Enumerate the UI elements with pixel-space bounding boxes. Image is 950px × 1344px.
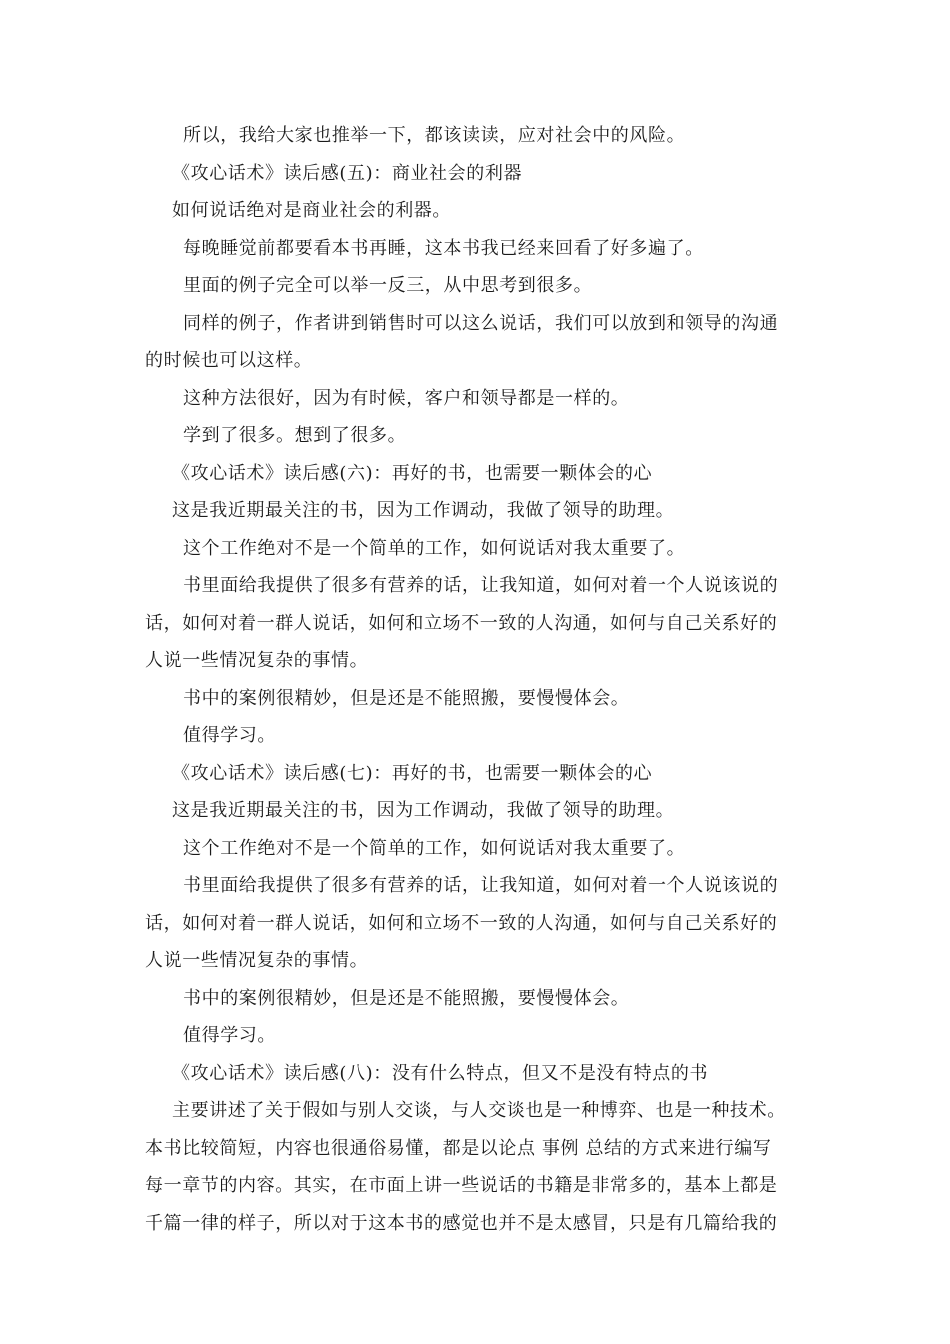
paragraph-line: 这个工作绝对不是一个简单的工作，如何说话对我太重要了。 bbox=[183, 837, 686, 859]
paragraph-line: 这种方法很好，因为有时候，客户和领导都是一样的。 bbox=[183, 387, 630, 409]
paragraph-line: 千篇一律的样子，所以对于这本书的感觉也并不是太感冒，只是有几篇给我的 bbox=[145, 1212, 778, 1234]
paragraph-line: 人说一些情况复杂的事情。 bbox=[145, 650, 369, 671]
paragraph-line: 值得学习。 bbox=[183, 725, 276, 746]
paragraph-line: 主要讲述了关于假如与别人交谈，与人交谈也是一种博弈、也是一种技术。 bbox=[172, 1100, 786, 1121]
paragraph-line: 这个工作绝对不是一个简单的工作，如何说话对我太重要了。 bbox=[183, 537, 686, 559]
paragraph-line: 的时候也可以这样。 bbox=[145, 350, 313, 371]
document-body bbox=[145, 117, 797, 1242]
paragraph-line: 同样的例子，作者讲到销售时可以这么说话，我们可以放到和领导的沟通 bbox=[183, 312, 779, 334]
paragraph-line: 话，如何对着一群人说话，如何和立场不一致的人沟通，如何与自己关系好的 bbox=[145, 912, 778, 934]
paragraph-line: 这是我近期最关注的书，因为工作调动，我做了领导的助理。 bbox=[172, 800, 675, 821]
section-heading: 《攻心话术》读后感(五)：商业社会的利器 bbox=[172, 162, 523, 184]
paragraph-line: 人说一些情况复杂的事情。 bbox=[145, 950, 369, 971]
section-heading: 《攻心话术》读后感(八)：没有什么特点，但又不是没有特点的书 bbox=[172, 1062, 709, 1084]
paragraph-line: 话，如何对着一群人说话，如何和立场不一致的人沟通，如何与自己关系好的 bbox=[145, 612, 778, 634]
paragraph-line: 书中的案例很精妙，但是还是不能照搬，要慢慢体会。 bbox=[183, 687, 630, 709]
section-heading: 《攻心话术》读后感(六)：再好的书，也需要一颗体会的心 bbox=[172, 462, 653, 484]
paragraph-line: 所以，我给大家也推举一下，都该读读，应对社会中的风险。 bbox=[183, 125, 686, 146]
paragraph-line: 每一章节的内容。其实，在市面上讲一些说话的书籍是非常多的，基本上都是 bbox=[145, 1175, 778, 1196]
paragraph-line: 学到了很多。想到了很多。 bbox=[183, 425, 407, 446]
paragraph-line: 书里面给我提供了很多有营养的话，让我知道，如何对着一个人说该说的 bbox=[183, 575, 779, 596]
paragraph-line: 本书比较简短，内容也很通俗易懂，都是以论点 事例 总结的方式来进行编写 bbox=[145, 1137, 772, 1159]
paragraph-line: 这是我近期最关注的书，因为工作调动，我做了领导的助理。 bbox=[172, 500, 675, 521]
paragraph-line: 值得学习。 bbox=[183, 1025, 276, 1046]
paragraph-line: 书里面给我提供了很多有营养的话，让我知道，如何对着一个人说该说的 bbox=[183, 875, 779, 896]
paragraph-line: 里面的例子完全可以举一反三，从中思考到很多。 bbox=[183, 275, 593, 296]
paragraph-line: 如何说话绝对是商业社会的利器。 bbox=[172, 200, 451, 221]
paragraph-line: 书中的案例很精妙，但是还是不能照搬，要慢慢体会。 bbox=[183, 987, 630, 1009]
section-heading: 《攻心话术》读后感(七)：再好的书，也需要一颗体会的心 bbox=[172, 762, 653, 784]
paragraph-line: 每晚睡觉前都要看本书再睡，这本书我已经来回看了好多遍了。 bbox=[183, 237, 704, 259]
